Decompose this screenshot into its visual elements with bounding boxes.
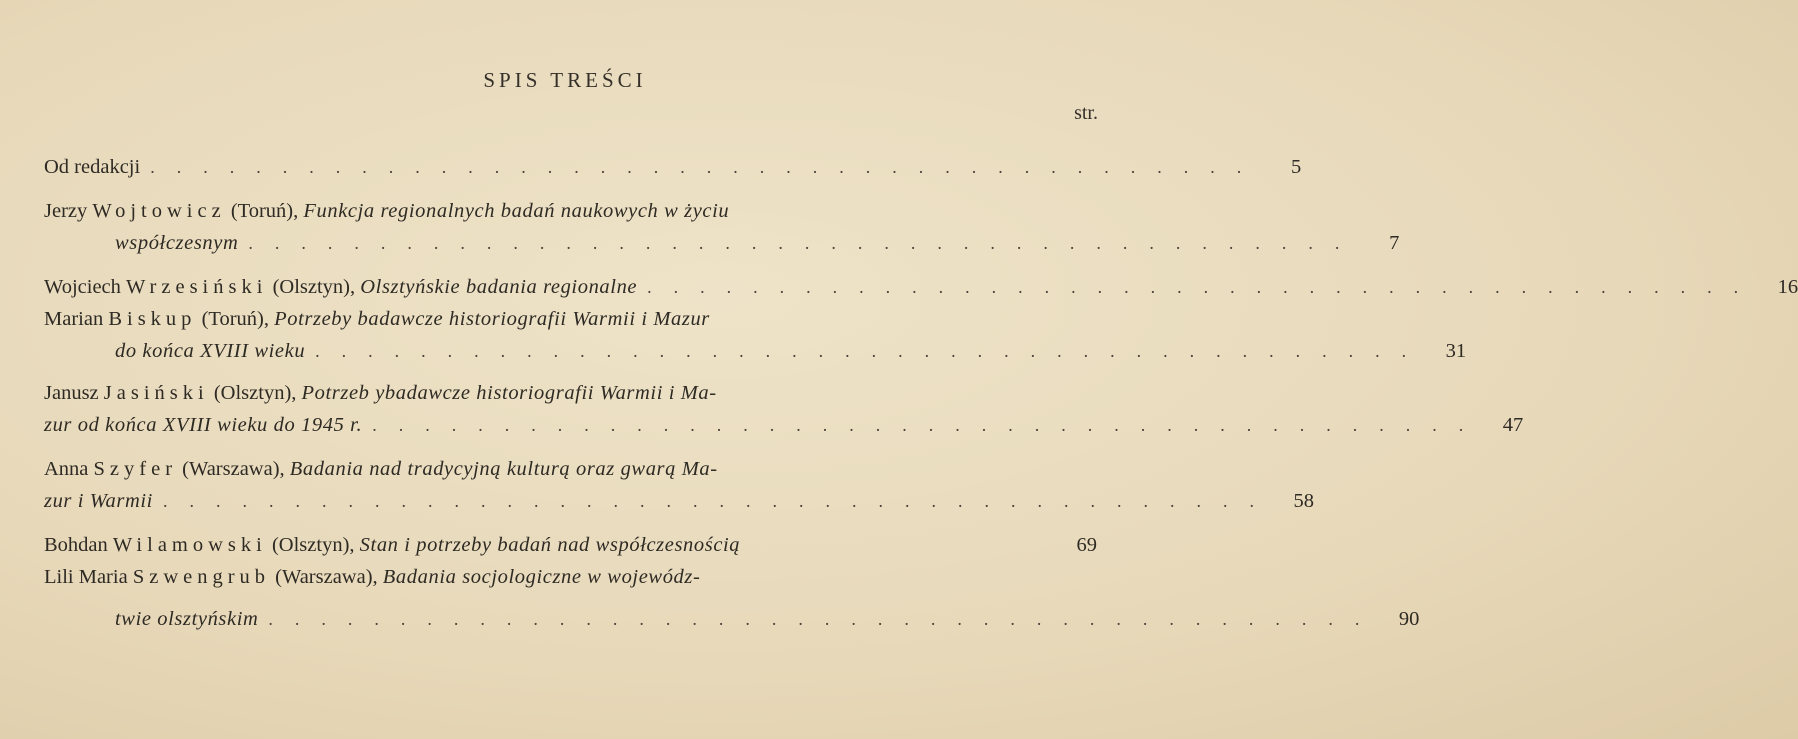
entry-title: Funkcja regionalnych badań naukowych w życiu (303, 200, 730, 222)
toc-entry-wojtowicz (44, 200, 1097, 230)
leader-dots: .......................................... (248, 233, 1362, 253)
author-location: (Toruń), (230, 200, 299, 222)
entry-title-cont: zur od końca XVIII wieku do 1945 r. (44, 414, 363, 436)
entry-page: 90 (1398, 608, 1420, 630)
page-title: SPIS TREŚCI (483, 68, 647, 92)
author-location: (Toruń), (201, 308, 270, 330)
toc-entry-szwengrub (44, 566, 1097, 596)
entry-title-cont: współczesnym (115, 232, 239, 254)
entry-title: Potrzeby badawcze historiografii Warmii i Mazur (274, 308, 710, 330)
toc-entry-szwengrub-cont (115, 608, 1420, 638)
entry-page: 7 (1389, 232, 1400, 254)
author-location: (Warszawa), (182, 458, 285, 480)
entry-title: Stan i potrzeby badań nad współczesnością (359, 534, 741, 556)
leader-dots: .......................................... (268, 609, 1382, 629)
entry-title: Badania socjologiczne w wojewódz- (382, 566, 701, 588)
entry-page: 5 (1290, 156, 1302, 178)
toc-entry-szyfer-cont (44, 490, 1314, 520)
toc-entry-wilamowski (44, 534, 1097, 564)
toc-entry-wojtowicz-cont (115, 232, 1400, 262)
author-first-name: Jerzy (44, 200, 88, 222)
author-surname: Szyfer (93, 458, 178, 480)
author-first-name: Wojciech (44, 276, 121, 298)
leader-dots: .......................................... (150, 157, 1264, 177)
toc-entry-wrzesinski (44, 276, 1798, 306)
leader-dots: .......................................... (372, 415, 1486, 435)
page-column-label: str. (1074, 102, 1098, 124)
leader-dots: .......................................... (647, 277, 1761, 297)
author-first-name: Janusz (44, 382, 99, 404)
author-surname: Wojtowicz (92, 200, 226, 222)
toc-entry-biskup (44, 308, 1097, 338)
entry-title: Olsztyńskie badania regionalne (360, 276, 638, 298)
entry-page: 58 (1293, 490, 1314, 512)
leader-dots: .......................................... (162, 491, 1276, 511)
entry-page: 69 (1076, 534, 1097, 556)
author-surname: Wilamowski (112, 534, 267, 556)
author-surname: Biskup (108, 308, 197, 330)
leader-dots: .......................................... (315, 341, 1429, 361)
toc-entry-szyfer (44, 458, 1097, 488)
author-surname: Jasiński (103, 382, 209, 404)
author-surname: Wrzesiński (126, 276, 268, 298)
entry-title: Od redakcji (44, 156, 141, 178)
toc-entry-biskup-cont (115, 340, 1467, 370)
entry-page: 47 (1502, 414, 1524, 436)
entry-title: Badania nad tradycyjną kulturą oraz gwarą Ma- (289, 458, 718, 480)
toc-entry-jasinski-cont (44, 414, 1524, 444)
entry-title-cont: zur i Warmii (44, 490, 153, 512)
author-location: (Warszawa), (275, 566, 378, 588)
author-location: (Olsztyn), (271, 534, 355, 556)
entry-title-cont: do końca XVIII wieku (115, 340, 306, 362)
author-first-name: Anna (44, 458, 89, 480)
entry-title-cont: twie olsztyńskim (115, 608, 259, 630)
toc-entry-editorial (44, 156, 1302, 186)
author-first-name: Marian (44, 308, 104, 330)
author-location: (Olsztyn), (272, 276, 356, 298)
author-surname: Szwengrub (132, 566, 271, 588)
entry-title: Potrzeb ybadawcze historiografii Warmii i Ma- (301, 382, 717, 404)
entry-page: 16 (1777, 276, 1798, 298)
author-first-name: Bohdan (44, 534, 108, 556)
author-location: (Olsztyn), (213, 382, 297, 404)
author-first-name: Lili Maria (44, 566, 128, 588)
entry-page: 31 (1445, 340, 1467, 362)
toc-entry-jasinski (44, 382, 1097, 412)
